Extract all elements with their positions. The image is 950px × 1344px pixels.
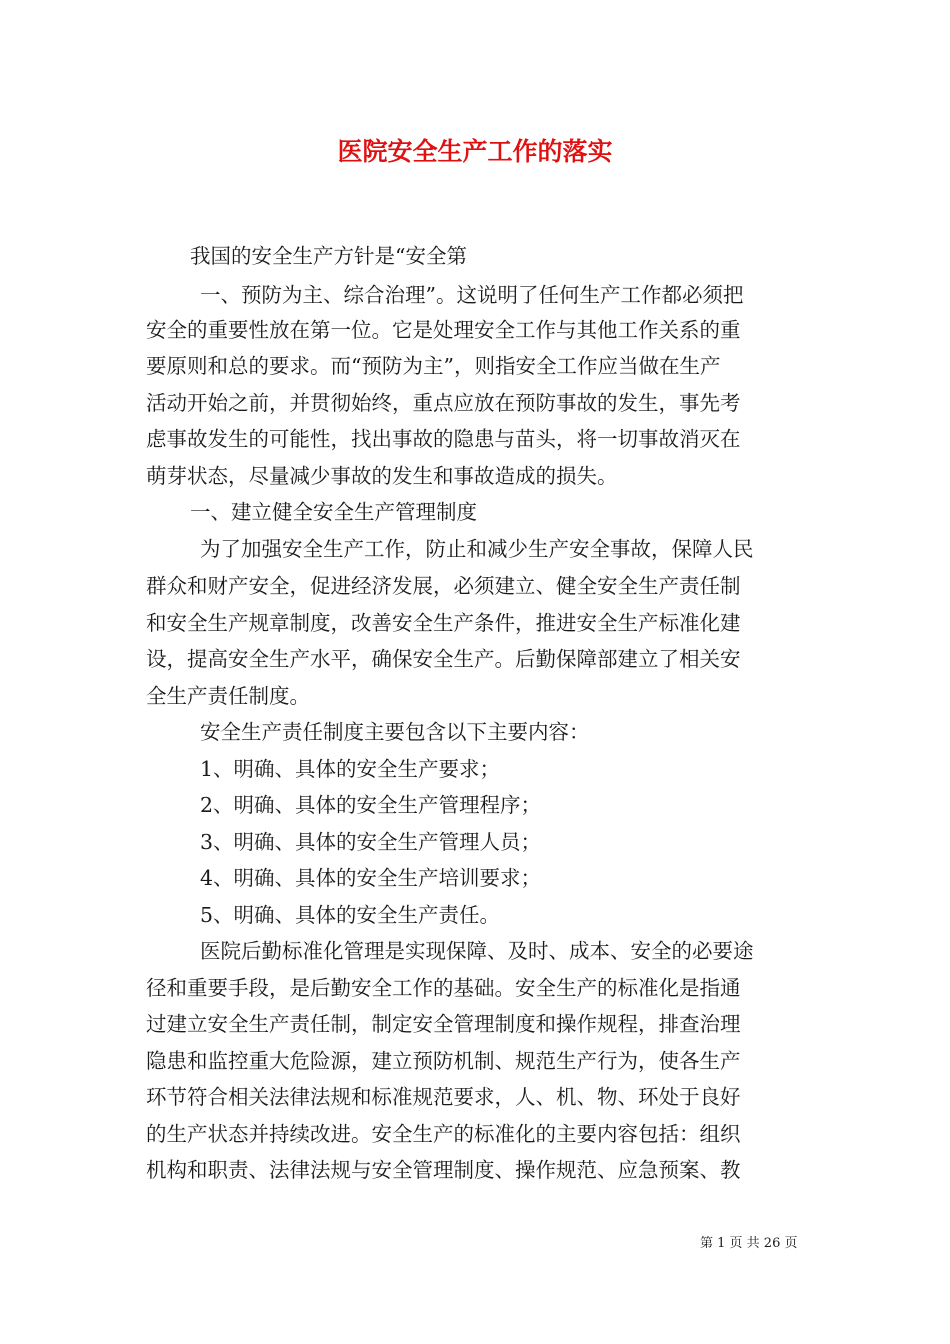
section-heading: 一、建立健全安全生产管理制度 xyxy=(190,500,477,524)
body-line: 为了加强安全生产工作，防止和减少生产安全事故，保障人民 xyxy=(200,537,754,561)
body-line: 活动开始之前，并贯彻始终，重点应放在预防事故的发生，事先考 xyxy=(146,391,741,415)
list-item: 4、明确、具体的安全生产培训要求； xyxy=(200,866,542,890)
body-line: 萌芽状态，尽量减少事故的发生和事故造成的损失。 xyxy=(146,464,618,488)
page-footer: 第 1 页 共 26 页 xyxy=(700,1236,798,1251)
list-item: 2、明确、具体的安全生产管理程序； xyxy=(200,793,542,817)
body-line: 群众和财产安全，促进经济发展，必须建立、健全安全生产责任制 xyxy=(146,574,741,598)
body-line: 设，提高安全生产水平，确保安全生产。后勤保障部建立了相关安 xyxy=(146,647,741,671)
body-line: 环节符合相关法律法规和标准规范要求，人、机、物、环处于良好 xyxy=(146,1085,741,1109)
body-line: 全生产责任制度。 xyxy=(146,684,310,708)
body-line: 一、预防为主、综合治理”。这说明了任何生产工作都必须把 xyxy=(200,283,744,307)
body-line: 要原则和总的要求。而“预防为主”，则指安全工作应当做在生产 xyxy=(146,354,721,378)
body-line: 过建立安全生产责任制，制定安全管理制度和操作规程，排查治理 xyxy=(146,1012,741,1036)
body-line: 安全生产责任制度主要包含以下主要内容： xyxy=(200,720,590,744)
body-line: 医院后勤标准化管理是实现保障、及时、成本、安全的必要途 xyxy=(200,939,754,963)
body-line: 径和重要手段，是后勤安全工作的基础。安全生产的标准化是指通 xyxy=(146,976,741,1000)
body-line: 机构和职责、法律法规与安全管理制度、操作规范、应急预案、教 xyxy=(146,1158,741,1182)
body-line: 我国的安全生产方针是“安全第 xyxy=(190,244,467,268)
body-line: 隐患和监控重大危险源，建立预防机制、规范生产行为，使各生产 xyxy=(146,1049,741,1073)
body-line: 虑事故发生的可能性，找出事故的隐患与苗头，将一切事故消灭在 xyxy=(146,427,741,451)
page-title: 医院安全生产工作的落实 xyxy=(337,137,613,166)
list-item: 5、明确、具体的安全生产责任。 xyxy=(200,903,501,927)
body-line: 的生产状态并持续改进。安全生产的标准化的主要内容包括：组织 xyxy=(146,1122,741,1146)
body-line: 安全的重要性放在第一位。它是处理安全工作与其他工作关系的重 xyxy=(146,318,741,342)
body-line: 和安全生产规章制度，改善安全生产条件，推进安全生产标准化建 xyxy=(146,611,741,635)
list-item: 1、明确、具体的安全生产要求； xyxy=(200,757,501,781)
list-item: 3、明确、具体的安全生产管理人员； xyxy=(200,830,542,854)
